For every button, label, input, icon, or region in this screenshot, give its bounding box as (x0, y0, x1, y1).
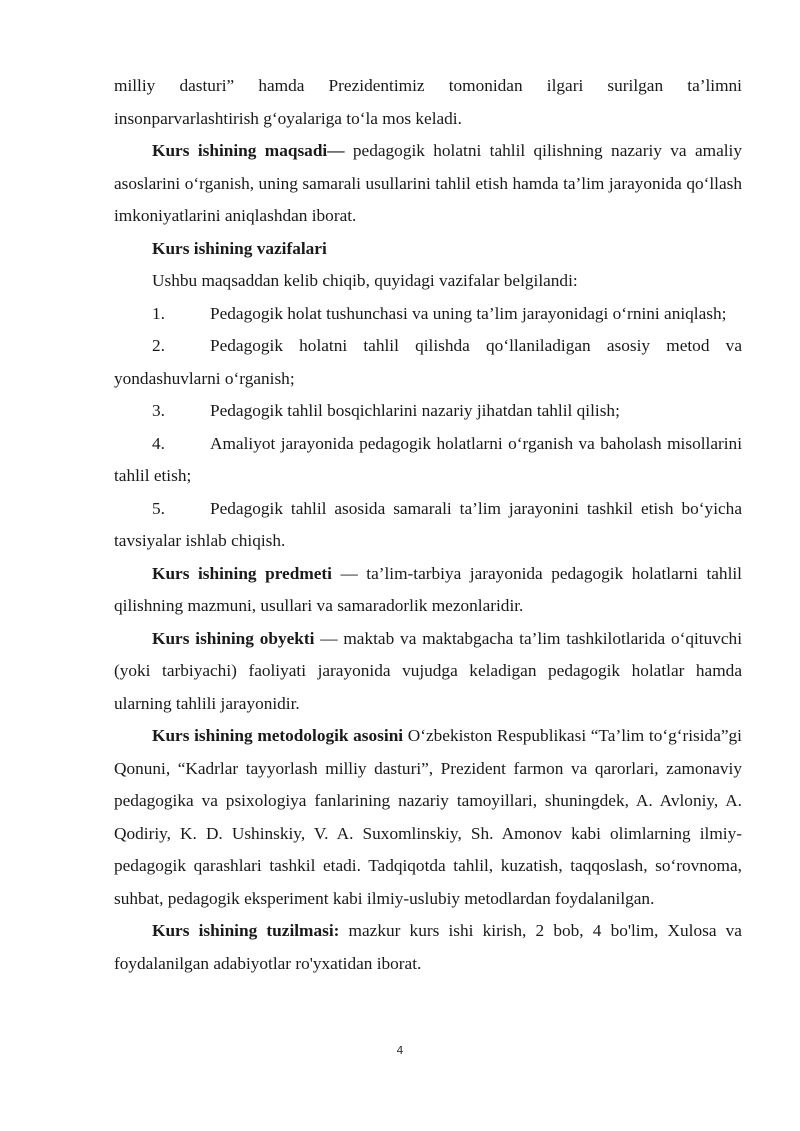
task-number: 3. (152, 401, 165, 420)
paragraph-subject (114, 558, 742, 623)
task-number: 1. (152, 303, 165, 323)
structure-text: mazkur kurs ishi kirish, 2 bob, 4 bo'lim, Xulosa va foydalanilgan adabiyotlar ro'yxatidan iborat. (114, 921, 742, 973)
structure-label: Kurs ishining tuzilmasi: (152, 921, 340, 940)
task-item (114, 298, 742, 331)
object-text: — maktab va maktabgacha ta’lim tashkilotlarida o‘qituvchi (yoki tarbiyachi) faoliyati jarayonida vujudga keladigan pedagogik holatlar hamda ularning tahlili jarayonidir. (114, 628, 742, 713)
task-item (114, 330, 742, 395)
paragraph-methodology (114, 720, 742, 915)
subject-label: Kurs ishining predmeti (152, 563, 332, 583)
task-item (114, 428, 742, 493)
task-item (114, 493, 742, 558)
task-text: Amaliyot jarayonida pedagogik holatlarni o‘rganish va baholash misollarini tahlil etish; (114, 433, 742, 485)
body-text (114, 70, 742, 980)
tasks-heading: Kurs ishining vazifalari (152, 238, 327, 258)
methodology-label: Kurs ishining metodologik asosini (152, 726, 404, 745)
paragraph-intro: milliy dasturi” hamda Prezidentimiz tomonidan ilgari surilgan ta’limni insonparvarlashtirish g‘oyalariga to‘la mos keladi. (114, 76, 742, 128)
task-number: 4. (152, 433, 165, 453)
task-text: Pedagogik holatni tahlil qilishda qo‘llaniladigan asosiy metod va yondashuvlarni o‘rganish; (114, 336, 742, 388)
paragraph-goal (114, 135, 742, 233)
task-number: 5. (152, 498, 165, 518)
task-text: Pedagogik holat tushunchasi va uning ta’lim jarayonidagi o‘rnini aniqlash; (210, 303, 727, 323)
goal-text: pedagogik holatni tahlil qilishning nazariy va amaliy asoslarini o‘rganish, uning samarali usullarini tahlil etish hamda ta’lim jarayonida qo‘llash imkoniyatlarini aniqlashdan iborat. (114, 141, 743, 225)
task-text: Pedagogik tahlil bosqichlarini nazariy jihatdan tahlil qilish; (210, 401, 620, 420)
object-label: Kurs ishining obyekti (152, 628, 315, 648)
task-number: 2. (152, 336, 165, 355)
goal-label: Kurs ishining maqsadi— (152, 141, 345, 160)
page-number: 4 (396, 1044, 404, 1057)
methodology-text: O‘zbekiston Respublikasi “Ta’lim to‘g‘risida”gi Qonuni, “Kadrlar tayyorlash milliy dasturi”, Prezident farmon va qarorlari, zamonaviy pedagogika va psixologiya fanlarining nazariy tamoyillari, shuningdek, A. Avloniy, A. Qodiriy, K. D. Ushinskiy, V. A. Suxomlinskiy, Sh. Amonov kabi olimlarning ilmiy-pedagogik qarashlari tashkil etadi. Tadqiqotda tahlil, kuzatish, taqqoslash, so‘rovnoma, suhbat, pedagogik eksperiment kabi ilmiy-uslubiy metodlardan foydalanilgan. (114, 726, 742, 908)
task-item (114, 395, 742, 428)
paragraph-structure (114, 915, 742, 980)
subject-text: — ta’lim-tarbiya jarayonida pedagogik holatlarni tahlil qilishning mazmuni, usullari va samaradorlik mezonlaridir. (114, 563, 742, 615)
task-text: Pedagogik tahlil asosida samarali ta’lim jarayonini tashkil etish bo‘yicha tavsiyalar ishlab chiqish. (114, 498, 742, 550)
tasks-intro: Ushbu maqsaddan kelib chiqib, quyidagi vazifalar belgilandi: (152, 271, 578, 290)
paragraph-object (114, 623, 742, 721)
